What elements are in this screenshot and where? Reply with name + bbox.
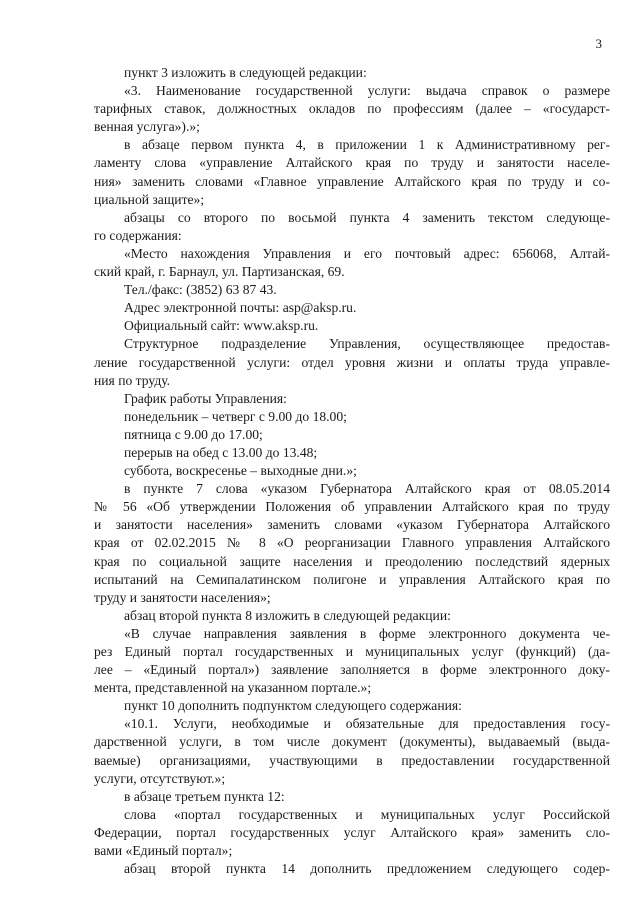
text-line: Федерации, портал государственных услуг Алтайского края» заменить сло-	[94, 824, 610, 840]
text-line: График работы Управления:	[124, 390, 287, 406]
text-line: края по социальной защите населения и преодолению последствий ядерных	[94, 553, 610, 569]
text-line: слова «портал государственных и муниципальных услуг Российской	[124, 806, 610, 822]
text-line: Тел./факс: (3852) 63 87 43.	[124, 282, 277, 298]
text-line: ский край, г. Барнаул, ул. Партизанская, 69.	[94, 264, 345, 280]
text-line: Структурное подразделение Управления, осуществляющее предостав-	[124, 336, 610, 352]
text-line: в абзаце третьем пункта 12:	[124, 788, 285, 804]
text-line: пункт 10 дополнить подпунктом следующего содержания:	[124, 698, 462, 714]
text-line: пункт 3 изложить в следующей редакции:	[124, 65, 367, 80]
text-line: лее – «Единый портал») заявление заполняется в форме электронного доку-	[94, 662, 610, 678]
text-line: понедельник – четверг с 9.00 до 18.00;	[124, 408, 347, 424]
text-line: и занятости населения» заменить словами «указом Губернатора Алтайского	[94, 517, 610, 533]
text-line: абзацы со второго по восьмой пункта 4 заменить текстом следующе-	[124, 209, 610, 225]
text-line: пятница с 9.00 до 17.00;	[124, 426, 263, 442]
text-line: абзац второй пункта 8 изложить в следующей редакции:	[124, 607, 451, 623]
text-line: ламенту слова «управление Алтайского края по труду и занятости населе-	[94, 155, 610, 171]
text-line: № 56 «Об утверждении Положения об управлении Алтайского края по труду	[94, 499, 610, 515]
text-line: перерыв на обед с 13.00 до 13.48;	[124, 444, 318, 460]
text-line: венная услуга»).»;	[94, 119, 200, 135]
text-line: ния» заменить словами «Главное управление Алтайского края по труду и со-	[94, 173, 610, 189]
text-line: рез Единый портал государственных и муниципальных услуг (функций) (да-	[94, 644, 610, 659]
text-line: «В случае направления заявления в форме электронного документа че-	[124, 625, 610, 641]
text-line: «Место нахождения Управления и его почтовый адрес: 656068, Алтай-	[124, 245, 610, 261]
text-line: в абзаце первом пункта 4, в приложении 1 к Административному рег-	[124, 137, 610, 153]
text-line: мента, представленной на указанном портале.»;	[94, 680, 372, 696]
text-line: абзац второй пункта 14 дополнить предложением следующего содер-	[124, 861, 610, 877]
document-body	[94, 64, 610, 878]
text-line: труду и занятости населения»;	[94, 589, 271, 605]
text-line: дарственной услуги, в том числе документ (документы), выдаваемый (выда-	[94, 734, 610, 750]
text-line: края от 02.02.2015 № 8 «О реорганизации Главного управления Алтайского	[94, 535, 610, 551]
text-line: «10.1. Услуги, необходимые и обязательные для предоставления госу-	[124, 716, 610, 732]
text-line: услуги, отсутствуют.»;	[94, 770, 226, 786]
text-line: «3. Наименование государственной услуги: выдача справок о размере	[124, 83, 610, 99]
text-line: тарифных ставок, должностных окладов по профессиям (далее – «государст-	[94, 101, 610, 117]
text-line: Официальный сайт: www.aksp.ru.	[124, 318, 319, 334]
text-line: суббота, воскресенье – выходные дни.»;	[124, 463, 357, 479]
text-line: циальной защите»;	[94, 191, 205, 207]
text-line: вами «Единый портал»;	[94, 843, 233, 859]
text-line: ния по труду.	[94, 372, 171, 388]
text-line: ление государственной услуги: отдел уровня жизни и оплаты труда управле-	[94, 354, 610, 370]
text-line: в пункте 7 слова «указом Губернатора Алтайского края от 08.05.2014	[124, 481, 610, 497]
page-number: 3	[595, 36, 602, 51]
text-line: ваемые) организациями, участвующими в предоставлении государственной	[94, 752, 610, 768]
text-line: испытаний на Семипалатинском полигоне и управления Алтайского края по	[94, 571, 610, 587]
text-line: го содержания:	[94, 227, 182, 243]
text-line: Адрес электронной почты: asp@aksp.ru.	[124, 300, 357, 316]
